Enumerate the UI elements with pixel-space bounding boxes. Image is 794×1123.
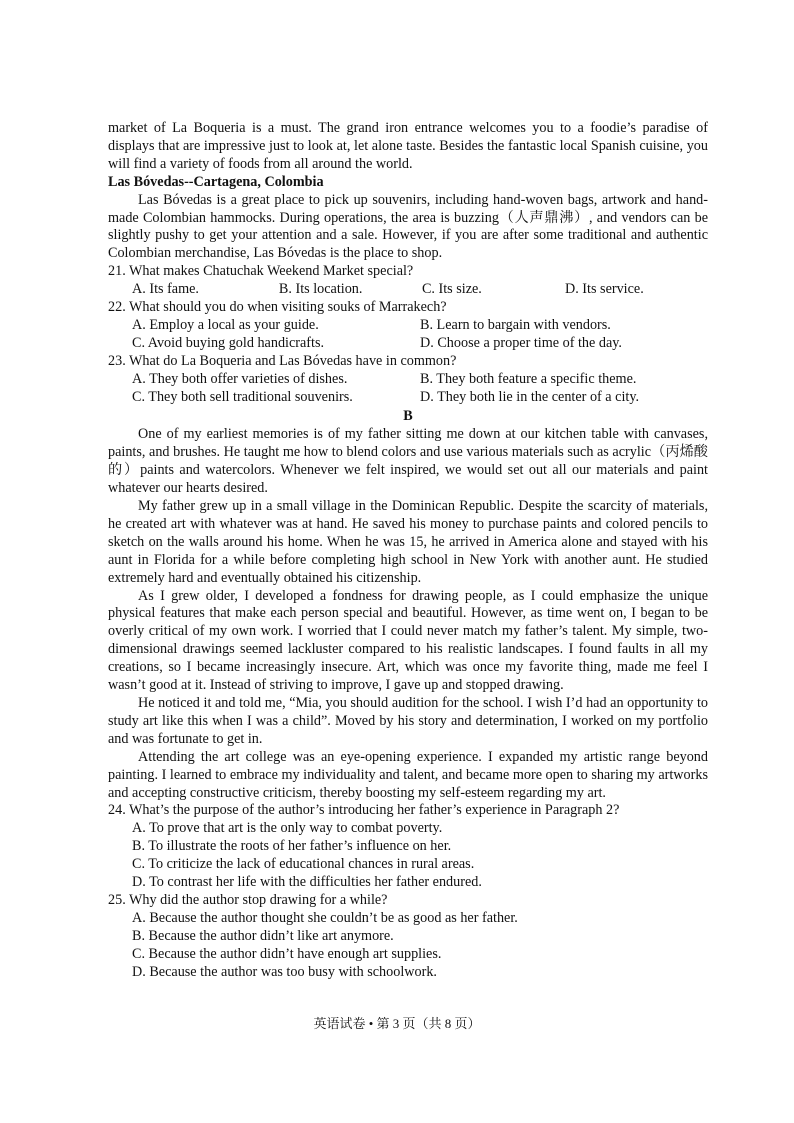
page-footer: 英语试卷 • 第 3 页（共 8 页） xyxy=(313,1016,481,1031)
option-d: D. Because the author was too busy with schoolwork. xyxy=(132,963,437,980)
option-c: C. Because the author didn’t have enough art supplies. xyxy=(132,945,442,962)
question-22-stem: 22. What should you do when visiting souks of Marrakech? xyxy=(108,299,447,316)
question-23-options-row1 xyxy=(108,371,708,389)
passage-b-paragraph-2: My father grew up in a small village in the Dominican Republic. Despite the scarcity of materials, he created art with whatever was at hand. He saved his money to purchase paints and colored pencils to sketch on the walls around his home. When he was 15, he arrived in America alone and stayed with his aunt in Florida for a while before completing high school in New York with another aunt. He studied extremely hard and eventually obtained his citizenship. xyxy=(108,498,708,586)
option-a: A. Because the author thought she couldn’t be as good as her father. xyxy=(132,909,518,926)
option-a: A. They both offer varieties of dishes. xyxy=(132,370,348,387)
question-23-stem: 23. What do La Boqueria and Las Bóvedas have in common? xyxy=(108,352,457,369)
bovedas-paragraph: Las Bóvedas is a great place to pick up souvenirs, including hand-woven bags, artwork and hand-made Colombian hammocks. During operations, the area is buzzing（人声鼎沸）, and vendors can be slightly pushy to get your attention and a sale. However, if you are after some traditional and authentic Colombian merchandise, Las Bóvedas is the place to shop. xyxy=(108,191,708,262)
passage-b-paragraph-5: Attending the art college was an eye-opening experience. I expanded my artistic range beyond painting. I learned to embrace my individuality and talent, and became more open to sharing my artworks and accepting constructive criticism, thereby boosting my self-esteem regarding my art. xyxy=(108,748,708,801)
option-d: D. They both lie in the center of a city. xyxy=(420,388,640,405)
option-b: B. Because the author didn’t like art anymore. xyxy=(132,927,394,944)
question-22-options-row1 xyxy=(108,317,708,335)
question-24-stem: 24. What’s the purpose of the author’s introducing her father’s experience in Paragraph 2? xyxy=(108,802,620,819)
boqueria-paragraph: market of La Boqueria is a must. The grand iron entrance welcomes you to a foodie’s paradise of displays that are impressive just to look at, let alone taste. Besides the fantastic local Spanish cuisine, you will find a variety of foods from all around the world. xyxy=(108,120,708,172)
question-22-options-row2 xyxy=(108,335,708,353)
page-content xyxy=(108,120,708,982)
option-c: C. Its size. xyxy=(421,281,482,298)
option-a: A. Its fame. xyxy=(132,281,199,298)
question-21-stem: 21. What makes Chatuchak Weekend Market special? xyxy=(108,263,414,280)
passage-b-paragraph-1: One of my earliest memories is of my father sitting me down at our kitchen table with canvases, paints, and brushes. He taught me how to blend colors and use various materials such as acrylic（丙烯酸的）paints and watercolors. Whenever we felt inspired, we would set out all our materials and paint whatever our hearts desired. xyxy=(108,426,708,497)
option-c: C. They both sell traditional souvenirs. xyxy=(132,388,353,405)
option-b: B. To illustrate the roots of her father’s influence on her. xyxy=(132,838,452,855)
option-d: D. Choose a proper time of the day. xyxy=(420,334,622,351)
option-c: C. To criticize the lack of educational chances in rural areas. xyxy=(132,856,475,873)
option-a: A. Employ a local as your guide. xyxy=(132,316,319,333)
passage-b-paragraph-4: He noticed it and told me, “Mia, you should audition for the school. I wish I’d had an opportunity to study art like this when I was a child”. Moved by his story and determination, I worked on my portfolio and was fortunate to get in. xyxy=(108,695,708,747)
option-d: D. Its service. xyxy=(564,281,644,298)
option-b: B. Learn to bargain with vendors. xyxy=(420,316,611,333)
option-a: A. To prove that art is the only way to combat poverty. xyxy=(132,820,443,837)
question-23-options-row2 xyxy=(108,389,708,407)
option-d: D. To contrast her life with the difficulties her father endured. xyxy=(132,874,482,891)
question-25-stem: 25. Why did the author stop drawing for a while? xyxy=(108,891,388,908)
passage-b-paragraph-3: As I grew older, I developed a fondness for drawing people, as I could emphasize the unique physical features that make each person special and beautiful. However, as time went on, I began to be overly critical of my own work. I worried that I could never match my father’s talent. My simple, two-dimensional drawings seemed lackluster compared to his realistic landscapes. I found faults in all my creations, so I became increasingly insecure. Art, which was once my favorite thing, made me feel I wasn’t good at it. Instead of striving to improve, I gave up and stopped drawing. xyxy=(108,587,708,694)
option-b: B. They both feature a specific theme. xyxy=(420,370,637,387)
question-24-options xyxy=(108,820,708,892)
option-b: B. Its location. xyxy=(278,281,363,298)
section-b-label: B xyxy=(403,407,413,424)
question-25-options xyxy=(108,910,708,982)
option-c: C. Avoid buying gold handicrafts. xyxy=(132,334,325,351)
question-21-options xyxy=(108,281,708,299)
bovedas-heading: Las Bóvedas--Cartagena, Colombia xyxy=(108,173,324,190)
